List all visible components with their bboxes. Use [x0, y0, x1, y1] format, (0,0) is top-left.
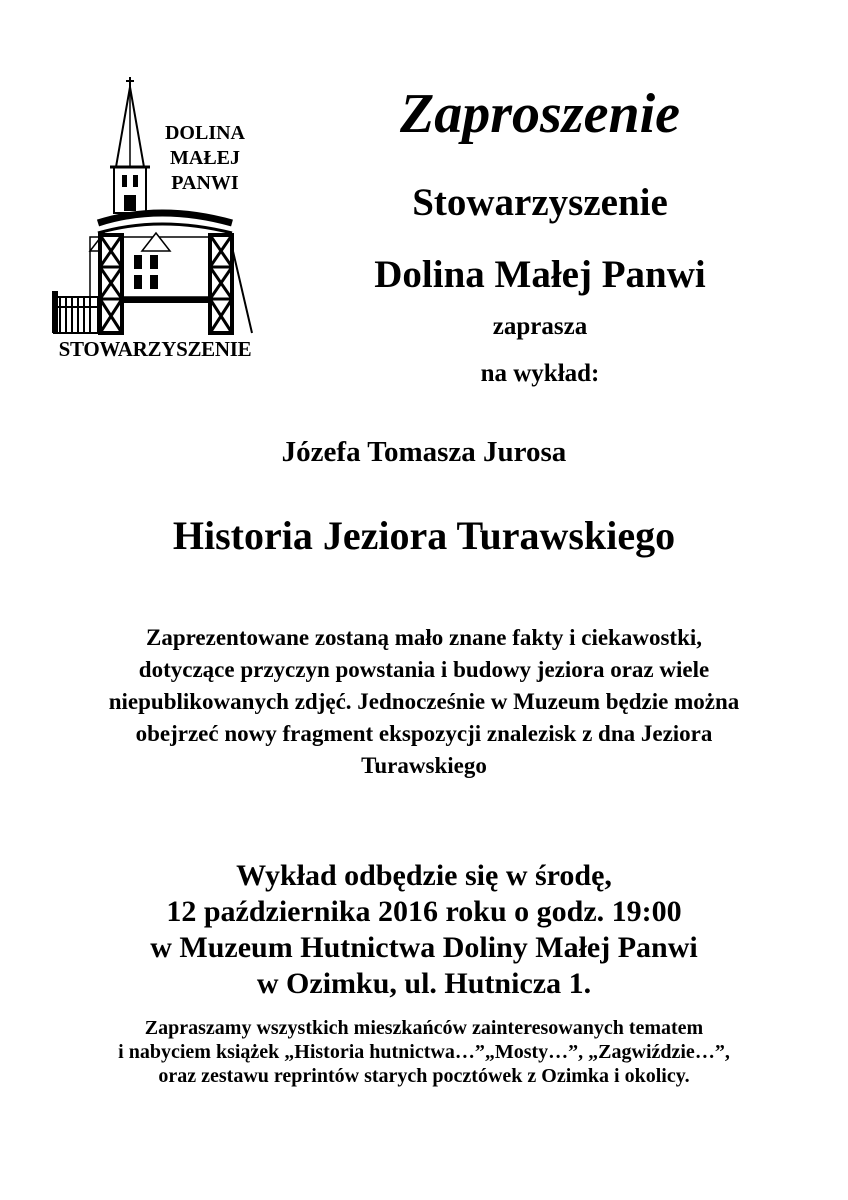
- church-and-gate-icon: [50, 75, 260, 335]
- logo-text-line: MAŁEJ: [170, 147, 240, 169]
- association-logo: [50, 75, 260, 375]
- organization-name-line-1: Stowarzyszenie: [412, 181, 668, 224]
- lecture-author: Józefa Tomasza Jurosa: [281, 436, 567, 468]
- logo-text-line: PANWI: [171, 172, 239, 194]
- lecture-title: Historia Jeziora Turawskiego: [172, 513, 676, 558]
- footer-invitation: [30, 1016, 818, 1088]
- event-line: 12 października 2016 roku o godz. 19:00: [166, 895, 682, 928]
- organization-name-line-2: Dolina Małej Panwi: [374, 253, 706, 296]
- logo-text-line: DOLINA: [164, 122, 245, 144]
- invites-text: zaprasza: [492, 313, 588, 340]
- logo-caption: STOWARZYSZENIE: [58, 337, 252, 361]
- description-line: dotyczące przyczyn powstania i budowy jeziora oraz wiele: [138, 657, 710, 682]
- logo-text: [150, 121, 260, 196]
- event-details: [40, 858, 808, 1002]
- lecture-label: na wykład:: [480, 360, 600, 387]
- lecture-description: [60, 622, 788, 782]
- footer-line: oraz zestawu reprintów starych pocztówek z Ozimka i okolicy.: [158, 1065, 690, 1087]
- description-line: Zaprezentowane zostaną mało znane fakty i ciekawostki,: [145, 625, 703, 650]
- description-line: niepublikowanych zdjęć. Jednocześnie w Muzeum będzie można: [108, 689, 740, 714]
- event-line: w Muzeum Hutnictwa Doliny Małej Panwi: [150, 931, 698, 964]
- event-line: Wykład odbędzie się w środę,: [236, 859, 612, 892]
- event-line: w Ozimku, ul. Hutnicza 1.: [256, 967, 592, 1000]
- description-line: Turawskiego: [361, 753, 487, 778]
- footer-line: Zapraszamy wszystkich mieszkańców zainteresowanych tematem: [144, 1017, 704, 1039]
- page-title: Zaproszenie: [400, 83, 680, 145]
- description-line: obejrzeć nowy fragment ekspozycji znalezisk z dna Jeziora: [135, 721, 713, 746]
- footer-line: i nabyciem książek „Historia hutnictwa…”„Mosty…”, „Zagwiździe…”,: [118, 1041, 730, 1063]
